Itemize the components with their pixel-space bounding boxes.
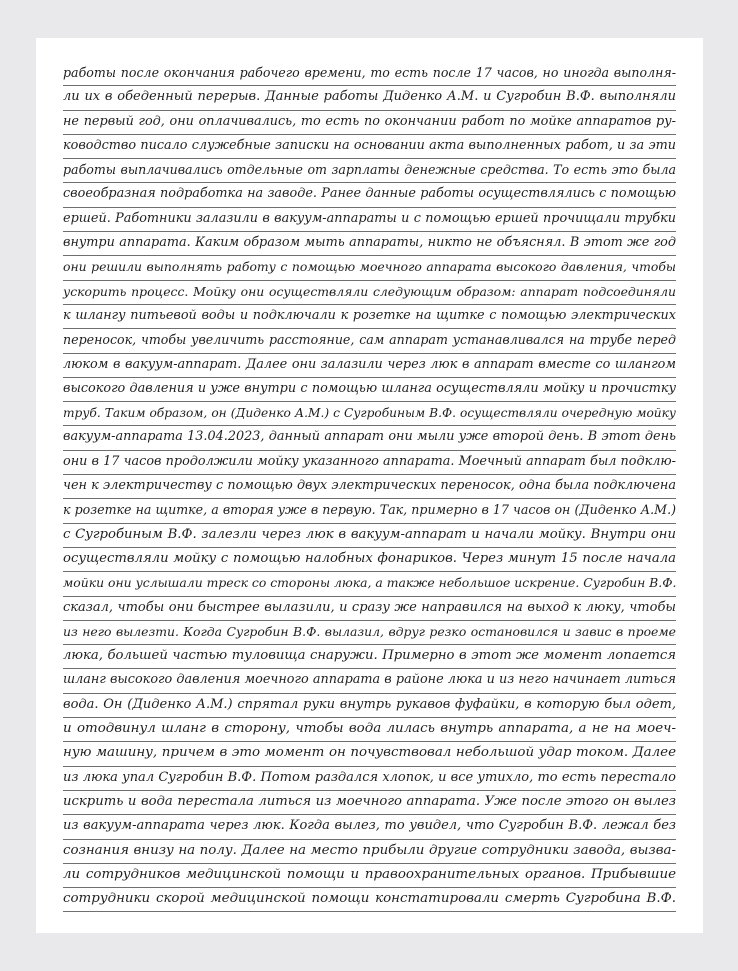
- text-line: мойки они услышали треск со стороны люка, а также небольшое искрение. Сугробин В.Ф.: [63, 572, 676, 596]
- text-line: ли сотрудников медицинской помощи и правоохранительных органов. Прибывшие: [63, 864, 676, 888]
- text-line: с Сугробиным В.Ф. залезли через люк в вакуум-аппарат и начали мойку. Внутри они: [63, 524, 676, 548]
- text-line: переносок, чтобы увеличить расстояние, сам аппарат устанавливался на трубе перед: [63, 329, 676, 353]
- text-line: из люка упал Сугробин В.Ф. Потом раздался хлопок, и все утихло, то есть перестало: [63, 767, 676, 791]
- text-line: сознания внизу на полу. Далее на место прибыли другие сотрудники завода, вызва-: [63, 840, 676, 864]
- text-line: ную машину, причем в это момент он почувствовал небольшой удар током. Далее: [63, 742, 676, 766]
- text-line: ководство писало служебные записки на основании акта выполненных работ, и за эти: [63, 135, 676, 159]
- text-line: из него вылезти. Когда Сугробин В.Ф. вылазил, вдруг резко остановился и завис в проеме: [63, 621, 676, 645]
- text-line: работы выплачивались отдельные от зарплаты денежные средства. То есть это была: [63, 159, 676, 183]
- document-page: [36, 38, 703, 933]
- text-line: ли их в обеденный перерыв. Данные работы Диденко А.М. и Сугробин В.Ф. выполняли: [63, 86, 676, 110]
- text-line: ускорить процесс. Мойку они осуществляли следующим образом: аппарат подсоединяли: [63, 281, 676, 305]
- text-line: шланг высокого давления моечного аппарата в районе люка и из него начинает литься: [63, 669, 676, 693]
- text-line: сказал, чтобы они быстрее вылазили, и сразу же направился на выход к люку, чтобы: [63, 597, 676, 621]
- text-line: они решили выполнять работу с помощью моечного аппарата высокого давления, чтобы: [63, 256, 676, 280]
- text-line: вода. Он (Диденко А.М.) спрятал руки внутрь рукавов фуфайки, в которую был одет,: [63, 694, 676, 718]
- text-line: они в 17 часов продолжили мойку указанного аппарата. Моечный аппарат был подклю-: [63, 451, 676, 475]
- text-line: к шлангу питьевой воды и подключали к розетке на щитке с помощью электрических: [63, 305, 676, 329]
- text-line: сотрудники скорой медицинской помощи констатировали смерть Сугробина В.Ф.: [63, 888, 676, 912]
- document-body-text: [63, 62, 676, 912]
- text-line: вакуум-аппарата 13.04.2023, данный аппарат они мыли уже второй день. В этот день: [63, 426, 676, 450]
- text-line: работы после окончания рабочего времени, то есть после 17 часов, но иногда выполня-: [63, 62, 676, 86]
- text-line: не первый год, они оплачивались, то есть по окончании работ по мойке аппаратов ру-: [63, 111, 676, 135]
- text-line: труб. Таким образом, он (Диденко А.М.) с Сугробиным В.Ф. осуществляли очередную мойку: [63, 402, 676, 426]
- text-line: чен к электричеству с помощью двух электрических переносок, одна была подключена: [63, 475, 676, 499]
- text-line: люком в вакуум-аппарат. Далее они залазили через люк в аппарат вместе со шлангом: [63, 354, 676, 378]
- text-line: к розетке на щитке, а вторая уже в первую. Так, примерно в 17 часов он (Диденко А.М.): [63, 499, 676, 523]
- text-line: люка, большей частью туловища снаружи. Примерно в этот же момент лопается: [63, 645, 676, 669]
- text-line: из вакуум-аппарата через люк. Когда вылез, то увидел, что Сугробин В.Ф. лежал без: [63, 815, 676, 839]
- text-line: и отодвинул шланг в сторону, чтобы вода лилась внутрь аппарата, а не на моеч-: [63, 718, 676, 742]
- text-line: искрить и вода перестала литься из моечного аппарата. Уже после этого он вылез: [63, 791, 676, 815]
- text-line: внутри аппарата. Каким образом мыть аппараты, никто не объяснял. В этот же год: [63, 232, 676, 256]
- text-line: осуществляли мойку с помощью налобных фонариков. Через минут 15 после начала: [63, 548, 676, 572]
- text-line: ершей. Работники залазили в вакуум-аппараты и с помощью ершей прочищали трубки: [63, 208, 676, 232]
- text-line: своеобразная подработка на заводе. Ранее данные работы осуществлялись с помощью: [63, 183, 676, 207]
- text-line: высокого давления и уже внутри с помощью шланга осуществляли мойку и прочистку: [63, 378, 676, 402]
